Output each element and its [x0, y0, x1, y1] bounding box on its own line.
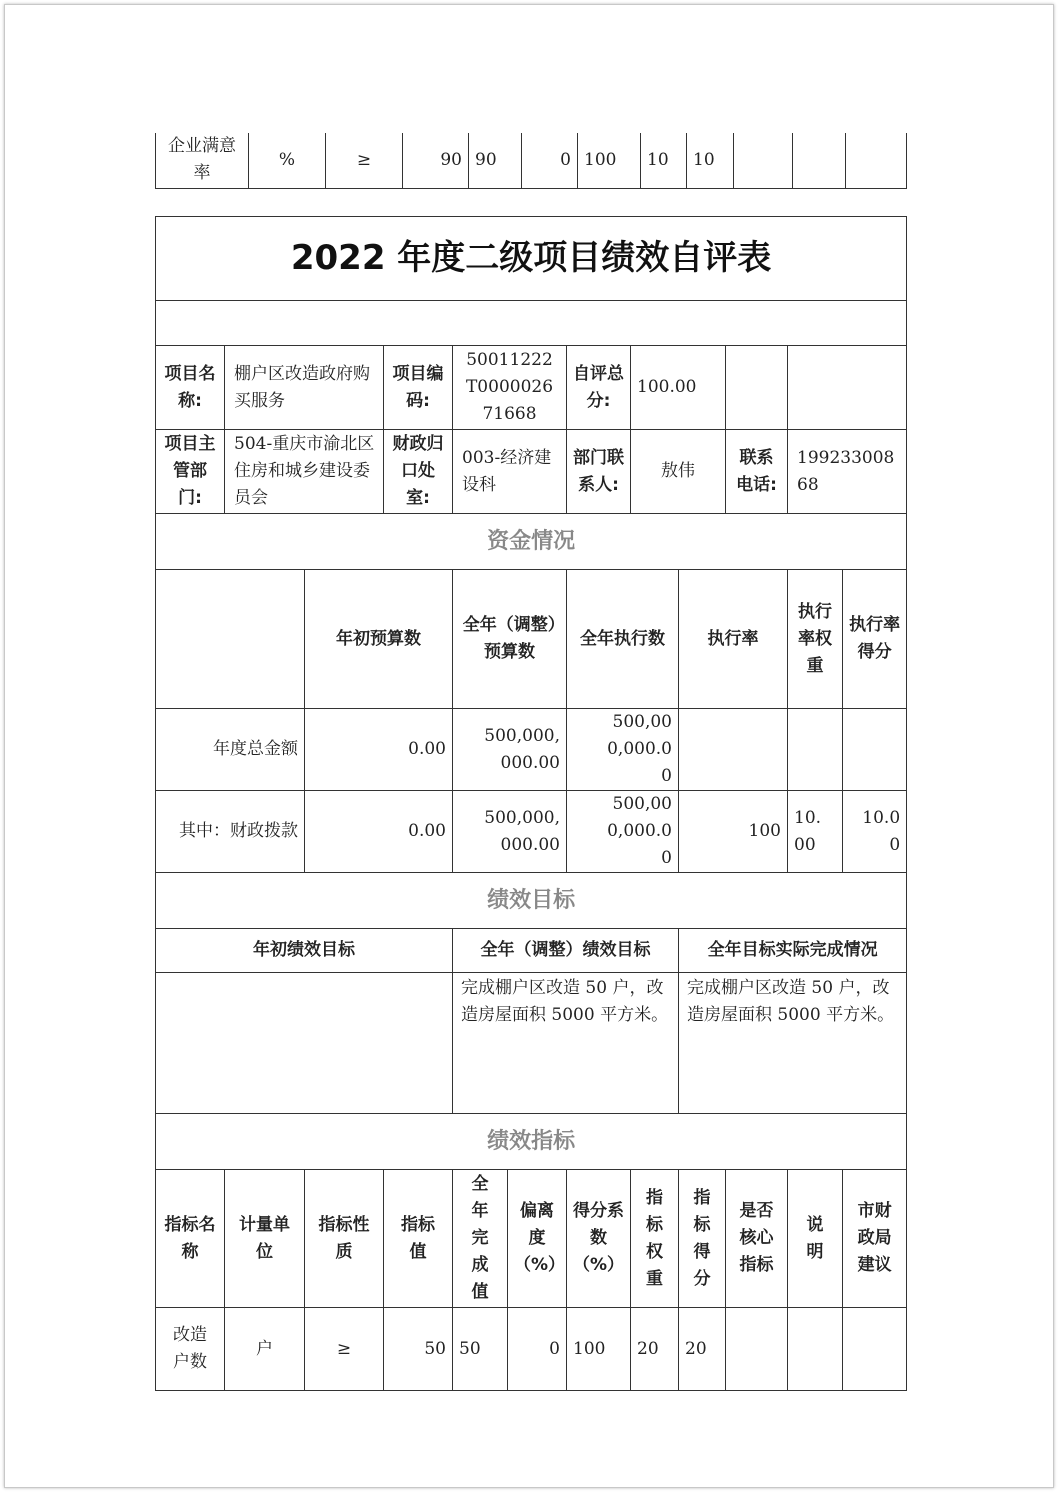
title-row: [156, 217, 907, 301]
indicator-note-header: 说明: [788, 1170, 843, 1308]
funds-row-label: 年度总金额: [156, 709, 305, 791]
indicator-weight: 10: [641, 133, 687, 188]
execution-rate-header: 执行率: [679, 570, 788, 709]
indicator-coef-header: 得分系数（%）: [567, 1170, 631, 1308]
indicators-section-title: 绩效指标: [156, 1114, 907, 1170]
executed-header: 全年执行数: [567, 570, 679, 709]
table-row: [156, 1308, 907, 1391]
indicator-actual-header: 全年完成值: [453, 1170, 508, 1308]
project-name: 棚户区改造政府购买服务: [225, 346, 384, 430]
indicator-weight: 20: [631, 1308, 679, 1391]
goals-section-row: [156, 873, 907, 929]
rate-weight: [788, 709, 843, 791]
empty-header-cell: [156, 570, 305, 709]
funds-section-row: [156, 514, 907, 570]
total-score: 100.00: [631, 346, 726, 430]
indicator-advice-header: 市财政局建议: [843, 1170, 907, 1308]
actual-goal-header: 全年目标实际完成情况: [679, 929, 907, 973]
rate-weight: 10.00: [788, 791, 843, 873]
project-info-row: [156, 346, 907, 430]
initial-budget: 0.00: [305, 791, 453, 873]
table-row: [156, 791, 907, 873]
project-code: 50011222T000002671668: [453, 346, 567, 430]
goals-section-title: 绩效目标: [156, 873, 907, 929]
indicator-target-header: 指标值: [384, 1170, 453, 1308]
adjusted-budget-header: 全年（调整）预算数: [453, 570, 567, 709]
table-row: [156, 709, 907, 791]
indicator-score-header: 指标得分: [679, 1170, 726, 1308]
indicator-core-header: 是否核心指标: [726, 1170, 788, 1308]
phone-label: 联系电话:: [726, 430, 788, 514]
indicator-unit-header: 计量单位: [225, 1170, 305, 1308]
page-title: 2022 年度二级项目绩效自评表: [156, 217, 907, 301]
indicator-name-header: 指标名称: [156, 1170, 225, 1308]
indicator-actual: 90: [469, 133, 522, 188]
indicator-unit: 户: [225, 1308, 305, 1391]
contact-person: 敖伟: [631, 430, 726, 514]
indicators-section-row: [156, 1114, 907, 1170]
indicator-score: 20: [679, 1308, 726, 1391]
execution-rate: 100: [679, 791, 788, 873]
previous-indicator-table: [155, 133, 907, 189]
adjusted-budget: 500,000,000.00: [453, 791, 567, 873]
initial-budget-header: 年初预算数: [305, 570, 453, 709]
project-name-label: 项目名称:: [156, 346, 225, 430]
empty-cell: [788, 346, 907, 430]
phone-number: 19923300868: [788, 430, 907, 514]
blank-row: [156, 301, 907, 346]
department-label: 项目主管部门:: [156, 430, 225, 514]
adjusted-goal-header: 全年（调整）绩效目标: [453, 929, 679, 973]
indicator-deviation-header: 偏离度（%）: [508, 1170, 567, 1308]
indicator-name: 企业满意率: [156, 133, 249, 188]
adjusted-goal: 完成棚户区改造 50 户，改造房屋面积 5000 平方米。: [453, 973, 679, 1114]
initial-goal-header: 年初绩效目标: [156, 929, 453, 973]
funds-row-label: 其中：财政拨款: [156, 791, 305, 873]
initial-budget: 0.00: [305, 709, 453, 791]
indicator-note: [793, 133, 846, 188]
indicator-deviation: 0: [522, 133, 578, 188]
executed-amount: 500,000,000.00: [567, 709, 679, 791]
executed-amount: 500,000,000.00: [567, 791, 679, 873]
finance-office: 003-经济建设科: [453, 430, 567, 514]
indicator-name: 改造户数: [156, 1308, 225, 1391]
department-info-row: [156, 430, 907, 514]
self-evaluation-form: [155, 216, 907, 1391]
indicator-core: [726, 1308, 788, 1391]
indicator-advice: [846, 133, 907, 188]
indicator-nature: ≥: [305, 1308, 384, 1391]
project-code-label: 项目编码:: [384, 346, 453, 430]
execution-rate: [679, 709, 788, 791]
indicator-target: 90: [403, 133, 469, 188]
goals-content-row: [156, 973, 907, 1114]
funds-header-row: [156, 570, 907, 709]
indicator-weight-header: 指标权重: [631, 1170, 679, 1308]
indicator-actual: 50: [453, 1308, 508, 1391]
indicator-nature: ≥: [326, 133, 403, 188]
indicator-target: 50: [384, 1308, 453, 1391]
adjusted-budget: 500,000,000.00: [453, 709, 567, 791]
indicator-note: [788, 1308, 843, 1391]
indicators-header-row: [156, 1170, 907, 1308]
indicator-unit: %: [249, 133, 326, 188]
rate-score-header: 执行率得分: [843, 570, 907, 709]
indicator-coef: 100: [578, 133, 641, 188]
empty-cell: [726, 346, 788, 430]
indicator-nature-header: 指标性质: [305, 1170, 384, 1308]
contact-label: 部门联系人:: [567, 430, 631, 514]
rate-score: 10.00: [843, 791, 907, 873]
department: 504-重庆市渝北区住房和城乡建设委员会: [225, 430, 384, 514]
blank-cell: [156, 301, 907, 346]
finance-office-label: 财政归口处室:: [384, 430, 453, 514]
rate-weight-header: 执行率权重: [788, 570, 843, 709]
table-row: [156, 133, 907, 188]
rate-score: [843, 709, 907, 791]
total-score-label: 自评总分:: [567, 346, 631, 430]
goals-header-row: [156, 929, 907, 973]
initial-goal: [156, 973, 453, 1114]
indicator-score: 10: [687, 133, 734, 188]
funds-section-title: 资金情况: [156, 514, 907, 570]
indicator-deviation: 0: [508, 1308, 567, 1391]
indicator-core: [734, 133, 793, 188]
actual-goal: 完成棚户区改造 50 户，改造房屋面积 5000 平方米。: [679, 973, 907, 1114]
indicator-coef: 100: [567, 1308, 631, 1391]
indicator-advice: [843, 1308, 907, 1391]
